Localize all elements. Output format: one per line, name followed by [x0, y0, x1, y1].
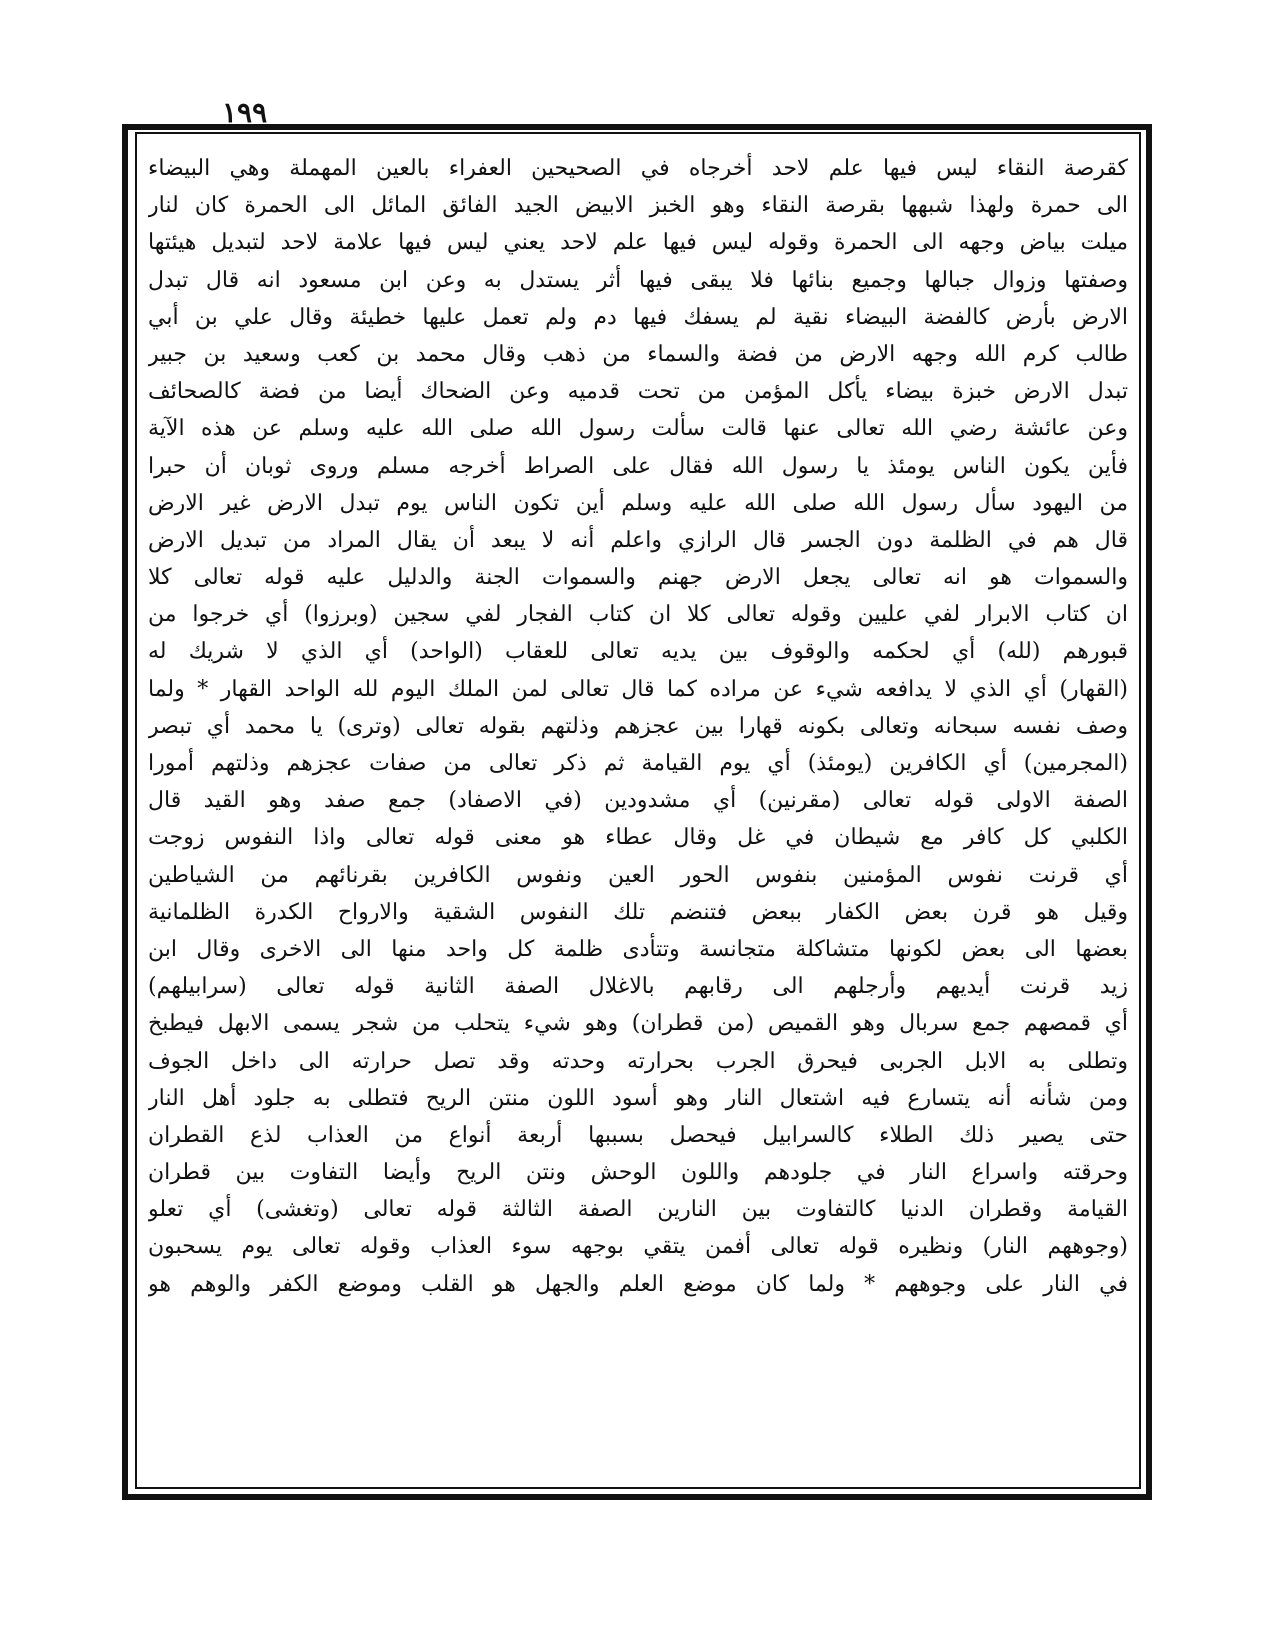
text-line: أي قرنت نفوس المؤمنين بنفوس الحور العين ونفوس الكافرين بقرنائهم من الشياطين — [148, 862, 1128, 888]
text-line: وتطلى به الابل الجربى فيحرق الجرب بحرارته وحدته وقد تصل حرارته الى داخل الجوف — [148, 1048, 1128, 1074]
body-text — [148, 150, 1128, 1480]
text-line: الارض بأرض كالفضة البيضاء نقية لم يسفك فيها دم ولم تعمل عليها خطيئة وقال علي بن أبي — [148, 304, 1128, 330]
text-line: وصف نفسه سبحانه وتعالى بكونه قهارا بين عجزهم وذلتهم بقوله تعالى (وترى) يا محمد أي تبصر — [148, 713, 1128, 739]
text-line: ميلت بياض وجهه الى الحمرة وقوله ليس فيها علم لاحد يعني ليس فيها علامة لاحد لتبديل هيئتها — [148, 230, 1128, 256]
text-line: وصفتها وزوال جبالها وجميع بنائها فلا يبقى فيها أثر يستدل به وعن ابن مسعود انه قال تبدل — [148, 267, 1128, 293]
text-line: (وجوههم النار) ونظيره قوله تعالى أفمن يتقي بوجهه سوء العذاب وقوله تعالى يوم يسحبون — [148, 1234, 1128, 1260]
text-line: وحرقته واسراع النار في جلودهم واللون الوحش ونتن الريح وأيضا التفاوت بين قطران — [148, 1160, 1128, 1186]
text-line: ومن شأنه أنه يتسارع فيه اشتعال النار وهو أسود اللون منتن الريح فتطلى به جلود أهل النار — [148, 1085, 1128, 1111]
text-line: بعضها الى بعض لكونها متشاكلة متجانسة وتتأدى ظلمة كل واحد منها الى الاخرى وقال ابن — [148, 936, 1128, 962]
text-line: الصفة الاولى قوله تعالى (مقرنين) أي مشدودين (في الاصفاد) جمع صفد وهو القيد قال — [148, 788, 1128, 814]
text-line: من اليهود سأل رسول الله صلى الله عليه وسلم أين تكون الناس يوم تبدل الارض غير الارض — [148, 490, 1128, 516]
text-line: والسموات هو انه تعالى يجعل الارض جهنم والسموات الجنة والدليل عليه قوله تعالى كلا — [148, 565, 1128, 591]
text-line: فأين يكون الناس يومئذ يا رسول الله فقال على الصراط أخرجه مسلم وروى ثوبان أن حبرا — [148, 453, 1128, 479]
text-line: ان كتاب الابرار لفي عليين وقوله تعالى كلا ان كتاب الفجار لفي سجين (وبرزوا) أي خرجوا من — [148, 602, 1128, 628]
text-line: الى حمرة ولهذا شبهها بقرصة النقاء وهو الخبز الابيض الجيد الفائق المائل الى الحمرة كان لنار — [148, 193, 1128, 219]
text-line: وعن عائشة رضي الله تعالى عنها قالت سألت رسول الله صلى الله عليه وسلم عن هذه الآية — [148, 416, 1128, 442]
text-line: أي قمصهم جمع سربال وهو القميص (من قطران) وهو شيء يتحلب من شجر يسمى الابهل فيطبخ — [148, 1011, 1128, 1037]
text-line: في النار على وجوههم * ولما كان موضع العلم والجهل هو القلب وموضع الكفر والوهم هو — [148, 1271, 1128, 1297]
text-line: حتى يصير ذلك الطلاء كالسرابيل فيحصل بسببها أربعة أنواع من العذاب لذع القطران — [148, 1122, 1128, 1148]
text-line: (المجرمين) أي الكافرين (يومئذ) أي يوم القيامة ثم ذكر تعالى من صفات عجزهم وذلتهم أمورا — [148, 751, 1128, 776]
text-line: كقرصة النقاء ليس فيها علم لاحد أخرجاه في الصحيحين العفراء بالعين المهملة وهي البيضاء — [148, 156, 1128, 181]
text-line: زيد قرنت أيديهم وأرجلهم الى رقابهم بالاغلال الصفة الثانية قوله تعالى (سرابيلهم) — [148, 974, 1128, 1000]
text-line: الكلبي كل كافر مع شيطان في غل وقال عطاء هو معنى قوله تعالى واذا النفوس زوجت — [148, 825, 1128, 851]
text-line: تبدل الارض خبزة بيضاء يأكل المؤمن من تحت قدميه وعن الضحاك أيضا من فضة كالصحائف — [148, 379, 1128, 405]
text-line: طالب كرم الله وجهه الارض من فضة والسماء من ذهب وقال محمد بن كعب وسعيد بن جبير — [148, 341, 1128, 367]
text-line: (القهار) أي الذي لا يدافعه شيء عن مراده كما قال تعالى لمن الملك اليوم لله الواحد القهار * ولما — [148, 676, 1128, 702]
text-line: قبورهم (لله) أي لحكمه والوقوف بين يديه تعالى للعقاب (الواحد) أي الذي لا شريك له — [148, 639, 1128, 665]
text-line: وقيل هو قرن بعض الكفار ببعض فتنضم تلك النفوس الشقية والارواح الكدرة الظلمانية — [148, 899, 1128, 925]
text-line: القيامة وقطران الدنيا كالتفاوت بين النارين الصفة الثالثة قوله تعالى (وتغشى) أي تعلو — [148, 1197, 1128, 1223]
page-number: ١٩٩ — [222, 96, 268, 129]
text-line: قال هم في الظلمة دون الجسر قال الرازي واعلم أنه لا يبعد أن يقال المراد من تبديل الارض — [148, 527, 1128, 553]
